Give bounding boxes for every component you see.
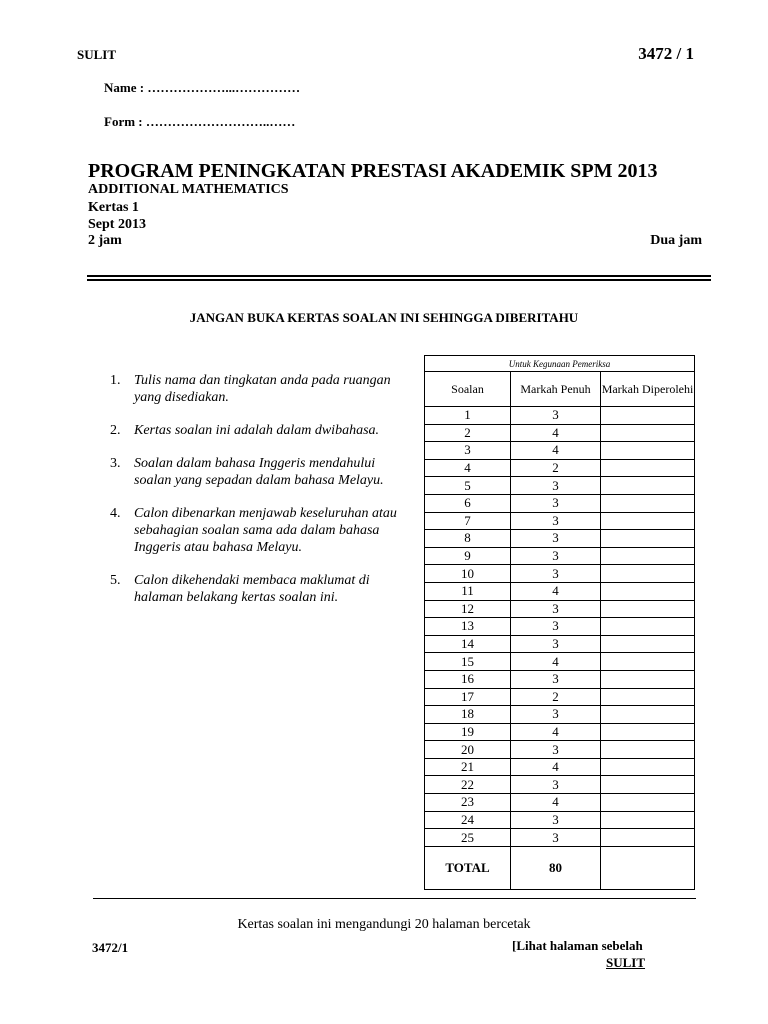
marks-obtained-cell — [601, 547, 695, 565]
total-row — [425, 846, 695, 889]
table-row — [425, 442, 695, 460]
table-row — [425, 723, 695, 741]
question-number: 13 — [425, 618, 511, 636]
table-row — [425, 494, 695, 512]
form-field: Form : ………………………..…… — [104, 114, 296, 129]
question-number: 7 — [425, 512, 511, 530]
question-number: 1 — [425, 407, 511, 425]
question-number: 9 — [425, 547, 511, 565]
total-value: 80 — [511, 846, 601, 889]
full-marks: 3 — [511, 407, 601, 425]
paper-label: Kertas 1 — [88, 200, 139, 215]
question-number: 2 — [425, 424, 511, 442]
question-number: 21 — [425, 758, 511, 776]
question-number: 15 — [425, 653, 511, 671]
full-marks: 3 — [511, 494, 601, 512]
full-marks: 3 — [511, 706, 601, 724]
table-row — [425, 477, 695, 495]
full-marks: 4 — [511, 758, 601, 776]
marks-obtained-cell — [601, 688, 695, 706]
question-number: 22 — [425, 776, 511, 794]
instruction-text: Tulis nama dan tingkatan anda pada ruangan yang disediakan. — [134, 373, 391, 405]
instruction-text: Calon dibenarkan menjawab keseluruhan atau sebahagian soalan sama ada dalam bahasa Inggeris atau bahasa Melayu. — [134, 506, 397, 555]
question-number: 24 — [425, 811, 511, 829]
marks-obtained-cell — [601, 565, 695, 583]
warning-text: JANGAN BUKA KERTAS SOALAN INI SEHINGGA DIBERITAHU — [189, 310, 579, 325]
question-number: 20 — [425, 741, 511, 759]
full-marks: 2 — [511, 688, 601, 706]
marks-obtained-cell — [601, 758, 695, 776]
table-row — [425, 688, 695, 706]
table-row — [425, 407, 695, 425]
full-marks: 3 — [511, 776, 601, 794]
full-marks: 4 — [511, 582, 601, 600]
table-row — [425, 829, 695, 847]
full-marks: 3 — [511, 811, 601, 829]
full-marks: 3 — [511, 670, 601, 688]
table-row — [425, 670, 695, 688]
full-marks: 3 — [511, 618, 601, 636]
instruction-item — [110, 372, 400, 406]
question-number: 25 — [425, 829, 511, 847]
instruction-text: Calon dikehendaki membaca maklumat di halaman belakang kertas soalan ini. — [134, 573, 370, 605]
marks-obtained-cell — [601, 706, 695, 724]
table-row — [425, 618, 695, 636]
table-row — [425, 741, 695, 759]
full-marks: 3 — [511, 530, 601, 548]
full-marks: 4 — [511, 653, 601, 671]
table-row — [425, 582, 695, 600]
marks-obtained-cell — [601, 670, 695, 688]
question-number: 5 — [425, 477, 511, 495]
marks-obtained-cell — [601, 459, 695, 477]
instruction-number: 2. — [110, 423, 121, 438]
question-number: 19 — [425, 723, 511, 741]
header-soalan: Soalan — [425, 372, 511, 407]
table-row — [425, 547, 695, 565]
table-row — [425, 565, 695, 583]
full-marks: 3 — [511, 565, 601, 583]
table-row — [425, 794, 695, 812]
full-marks: 3 — [511, 512, 601, 530]
question-number: 18 — [425, 706, 511, 724]
marks-obtained-cell — [601, 618, 695, 636]
marks-obtained-cell — [601, 442, 695, 460]
marks-obtained-cell — [601, 424, 695, 442]
marks-obtained-cell — [601, 723, 695, 741]
classification-label: SULIT — [77, 47, 117, 62]
full-marks: 4 — [511, 723, 601, 741]
question-number: 14 — [425, 635, 511, 653]
marks-obtained-cell — [601, 635, 695, 653]
full-marks: 3 — [511, 477, 601, 495]
examiner-table — [424, 355, 695, 890]
table-row — [425, 459, 695, 477]
question-number: 3 — [425, 442, 511, 460]
date-label: Sept 2013 — [88, 217, 146, 232]
question-number: 4 — [425, 459, 511, 477]
full-marks: 4 — [511, 424, 601, 442]
question-number: 16 — [425, 670, 511, 688]
instruction-number: 4. — [110, 506, 121, 521]
instruction-item — [110, 572, 400, 606]
header-markah-penuh: Markah Penuh — [511, 372, 601, 407]
full-marks: 3 — [511, 741, 601, 759]
question-number: 11 — [425, 582, 511, 600]
marks-obtained-cell — [601, 776, 695, 794]
marks-obtained-cell — [601, 582, 695, 600]
full-marks: 2 — [511, 459, 601, 477]
table-caption: Untuk Kegunaan Pemeriksa — [425, 356, 695, 372]
question-number: 6 — [425, 494, 511, 512]
marks-obtained-cell — [601, 494, 695, 512]
full-marks: 3 — [511, 635, 601, 653]
table-row — [425, 424, 695, 442]
header-rule-1 — [87, 275, 711, 277]
duration-left: 2 jam — [88, 233, 122, 248]
instruction-number: 3. — [110, 456, 121, 471]
see-next-page: [Lihat halaman sebelah — [512, 938, 643, 953]
marks-obtained-cell — [601, 600, 695, 618]
marks-obtained-cell — [601, 477, 695, 495]
name-field: Name : ………………...…………… — [104, 80, 301, 95]
marks-obtained-cell — [601, 741, 695, 759]
question-number: 10 — [425, 565, 511, 583]
marks-obtained-cell — [601, 530, 695, 548]
question-number: 8 — [425, 530, 511, 548]
instruction-number: 1. — [110, 373, 121, 388]
table-row — [425, 776, 695, 794]
subject-label: ADDITIONAL MATHEMATICS — [88, 182, 289, 197]
table-row — [425, 758, 695, 776]
instructions-list — [110, 372, 400, 622]
table-row — [425, 811, 695, 829]
header-markah-diperolehi: Markah Diperolehi — [601, 372, 695, 407]
table-row — [425, 706, 695, 724]
table-row — [425, 530, 695, 548]
paper-code: 3472 / 1 — [638, 44, 694, 63]
instruction-item — [110, 505, 400, 556]
footer-classification: SULIT — [606, 955, 646, 970]
header-rule-2 — [87, 279, 711, 281]
table-row — [425, 600, 695, 618]
instruction-item — [110, 455, 400, 489]
duration-right: Dua jam — [650, 233, 702, 248]
question-number: 23 — [425, 794, 511, 812]
full-marks: 3 — [511, 829, 601, 847]
question-number: 12 — [425, 600, 511, 618]
instruction-text: Soalan dalam bahasa Inggeris mendahului soalan yang sepadan dalam bahasa Melayu. — [134, 456, 384, 488]
footer-rule — [93, 898, 696, 899]
full-marks: 4 — [511, 794, 601, 812]
page-count-note: Kertas soalan ini mengandungi 20 halaman bercetak — [237, 917, 531, 932]
full-marks: 3 — [511, 547, 601, 565]
total-obtained-cell — [601, 846, 695, 889]
table-row — [425, 635, 695, 653]
instruction-item — [110, 422, 400, 439]
full-marks: 4 — [511, 442, 601, 460]
question-number: 17 — [425, 688, 511, 706]
marks-obtained-cell — [601, 653, 695, 671]
marks-obtained-cell — [601, 794, 695, 812]
table-row — [425, 653, 695, 671]
page-title: PROGRAM PENINGKATAN PRESTASI AKADEMIK SPM 2013 — [88, 160, 658, 182]
total-label: TOTAL — [425, 846, 511, 889]
footer-code: 3472/1 — [92, 940, 129, 955]
instruction-text: Kertas soalan ini adalah dalam dwibahasa. — [134, 423, 380, 438]
marks-obtained-cell — [601, 829, 695, 847]
full-marks: 3 — [511, 600, 601, 618]
marks-obtained-cell — [601, 407, 695, 425]
instruction-number: 5. — [110, 573, 121, 588]
table-row — [425, 512, 695, 530]
marks-obtained-cell — [601, 811, 695, 829]
marks-obtained-cell — [601, 512, 695, 530]
